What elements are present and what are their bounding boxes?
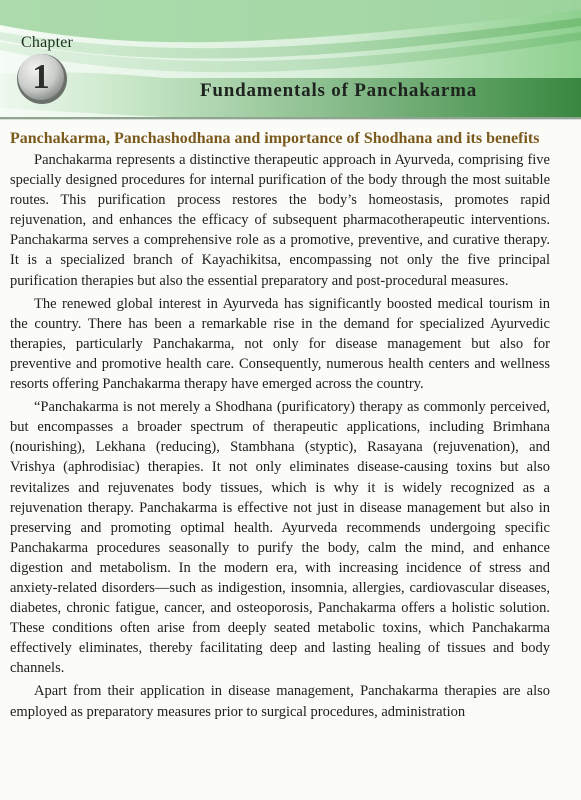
chapter-label: Chapter (21, 34, 74, 51)
paragraph-4: Apart from their application in disease management, Panchakarma therapies are also employed as preparatory measures prior to surgical procedures, administration (10, 683, 550, 720)
banner-divider (0, 119, 581, 120)
paragraph-3: “Panchakarma is not merely a Shodhana (purificatory) therapy as commonly perceived, but encompasses a broader spectrum of therapeutic applications, including Brimhana (nourishing), Lekhana (reducing), Stambhana (styptic), Rasayana (rejuvenation), and Vrishya (aphrodisiac) therapies. It not only eliminates disease-causing toxins but also revitalizes and rejuvenates body tissues, which is why it is widely recognized as a rejuvenation therapy. Panchakarma is effective not just in disease management but also in preserving and promoting optimal health. Ayurveda recommends undergoing specific Panchakarma procedures seasonally to purify the body, calm the mind, and enhance digestion and metabolism. In the modern era, with increasing incidence of stress and anxiety-related disorders—such as indigestion, insomnia, allergies, cardiovascular diseases, diabetes, chronic fatigue, cancer, and osteoporosis, Panchakarma offers a holistic solution. These conditions often arise from deeply seated metabolic toxins, which Panchakarma effectively eliminates, thereby facilitating deep and lasting healing of tissues and body channels. (10, 399, 550, 677)
section-heading: Panchakarma, Panchashodhana and importance of Shodhana and its benefits (10, 130, 540, 147)
chapter-banner (0, 0, 581, 120)
banner-graphic (0, 0, 581, 120)
paragraph-1: Panchakarma represents a distinctive therapeutic approach in Ayurveda, comprising five specially designed procedures for internal purification of the body through the most suitable routes. This purification process restores the body’s homeostasis, promotes rapid rejuvenation, and enhances the efficacy of subsequent pharmacotherapeutic interventions. Panchakarma serves a comprehensive role as a promotive, preventive, and curative therapy. It is a specialized branch of Kayachikitsa, encompassing not only the five principal purification therapies but also the essential preparatory and post-procedural measures. (10, 152, 550, 289)
chapter-title: Fundamentals of Panchakarma (200, 80, 478, 101)
page-content (10, 129, 550, 722)
paragraph-2: The renewed global interest in Ayurveda has significantly boosted medical tourism in the country. There has been a remarkable rise in the demand for specialized Ayurvedic therapies, particularly Panchakarma, not only for disease management but also for preventive and promotive health care. Consequently, numerous health centers and wellness resorts offering Panchakarma therapy have emerged across the country. (10, 295, 550, 393)
chapter-number: 1 (32, 57, 50, 96)
